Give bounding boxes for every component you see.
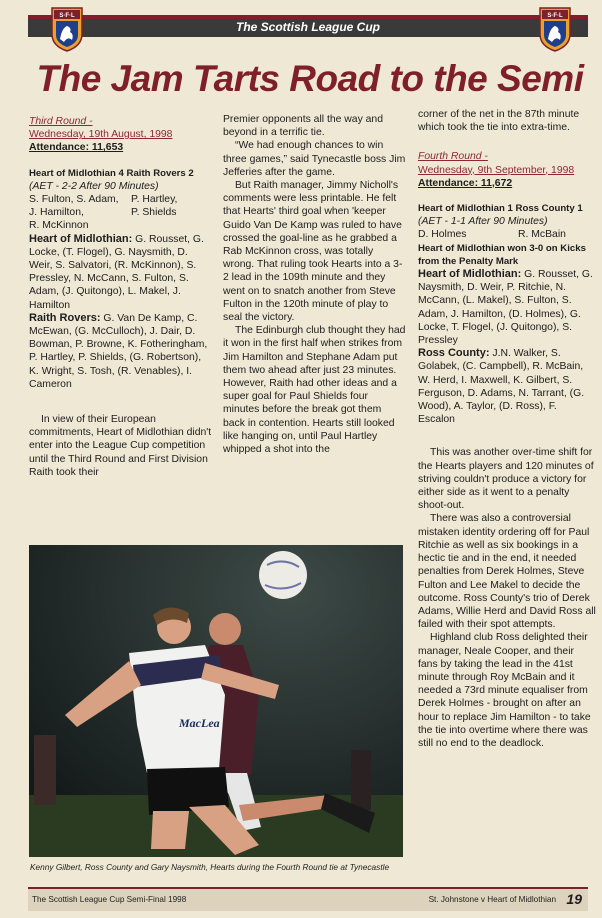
penalty-note: Heart of Midlothian won 3-0 on Kicks from the Penalty Mark [418,242,586,267]
team-players: J.N. Walker, S. Golabek, (C. Campbell), R. McBain, W. Herd, I. Maxwell, K. Gilbert, S. Ferguson, D. Adams, N. Tarrant, (G. Wood), A. Taylor, (D. Ross), F. Escalon [418,348,585,426]
column-three [418,108,596,750]
crest-label: S·F·L [59,13,75,19]
top-band-stripe [28,15,588,19]
article-paragraph: Premier opponents all the way and beyond in a terrific tie. [223,114,383,139]
team-players: G. Van De Kamp, C. McEwan, (G. McCulloch), J. Dair, D. Bowman, P. Browne, K. Fotheringham, P. Hartley, P. Shields, (G. Robertson), K. Wright, S. Tosh, (R. Venables), I. Cameron [29,312,208,390]
attendance: Attendance: 11,672 [418,177,513,189]
article-paragraph: There was also a controversial mistaken identity ordering off for Paul Ritchie as well as six bookings in a hectic tie and in the end, it needed penalties from Derek Holmes, Steve Fulton and Lee Makel to decide the outcome. Ross County's trio of Derek Adams, Willie Herd and David Ross all failed with their spot attempts. [418,513,596,631]
scorer-away: R. McBain [518,229,566,241]
match-result: Heart of Midlothian 4 Raith Rovers 2 [29,167,194,179]
hearts-lineup [29,233,212,312]
article-paragraph: corner of the net in the 87th minute which took the tie into extra-time. [418,109,580,134]
scorer-home: S. Fulton, S. Adam, [29,194,119,206]
article-paragraph: The Edinburgh club thought they had it won in the first half when strikes from Jim Hamilton and Stephane Adam put them two ahead after just 23 minutes. However, Raith had other ideas and a super goal for Paul Shields four minutes before the break got them back in contention. Hearts still looked like hanging on, until Paul Hartley whipped a shot into the [223,325,406,456]
match-date: Wednesday, 9th September, 1998 [418,164,575,176]
page-footer [28,887,588,911]
scorers-row [29,206,212,219]
match-result: Heart of Midlothian 1 Ross County 1 [418,203,583,215]
team-label: Raith Rovers: [29,311,101,324]
match-photo [29,545,403,857]
team-label: Heart of Midlothian: [29,232,133,245]
scorer-away: P. Shields [131,207,177,219]
round-label: Fourth Round - [418,151,488,163]
page-headline: The Jam Tarts Road to the Semi [36,58,584,99]
scorer-home: J. Hamilton, [29,207,84,219]
hearts-lineup [418,268,596,347]
match-date: Wednesday, 19th August, 1998 [29,129,173,141]
team-players: G. Rousset, G. Locke, (T. Flogel), G. Naysmith, D. Weir, S. Salvatori, (R. McKinnon), S. Pressley, N. McCann, S. Fulton, S. Adam, (J. Quitongo), L. Makel, J. Hamilton [29,233,204,311]
article-paragraph: In view of their European commitments, Heart of Midlothian didn't enter into the League Cup competition until the Third Round and First Division Raith took their [29,414,212,478]
photo-caption: Kenny Gilbert, Ross County and Gary Naysmith, Hearts during the Fourth Round tie at Tynecastle [30,862,390,872]
article-paragraph: But Raith manager, Jimmy Nicholl's comments were less printable. He felt that Hearts' third goal when 'keeper Guido Van De Kamp was ruled to have crossed the goal-line as he grabbed a Rab McKinnon cross, was totally wrong. That ruling took Hearts into a 3-2 lead in the 109th minute and they went on to snatch another from Steve Fulton in the 120th minute of play to seal the victory. [223,180,403,324]
team-label: Heart of Midlothian: [418,268,522,281]
aet-note: (AET - 2-2 After 90 Minutes) [29,180,159,192]
shirt-sponsor-text: MacLea [179,716,220,730]
band-title: The Scottish League Cup [235,20,380,34]
scorer-home: R. McKinnon [29,220,89,232]
article-paragraph: Highland club Ross delighted their manager, Neale Cooper, and their fans by taking the lead in the 41st minute through Roy McBain and it needed a 73rd minute equaliser from Derek Holmes - brought on after an hour to replace Jim Hamilton - to take the tie into overtime where there was still no end to the deadlock. [418,632,591,749]
scorer-away: P. Hartley, [131,194,178,206]
page-number: 19 [566,891,582,907]
footer-fixture: St. Johnstone v Heart of Midlothian [428,895,556,904]
team-players: G. Rousset, G. Naysmith, D. Weir, P. Ritchie, N. McCann, (L. Makel), S. Fulton, S. Adam, J. Hamilton, (D. Holmes), G. Locke, T. Flogel, (J. Quitongo), S. Pressley [418,269,593,347]
sfl-crest-right-icon [538,6,572,52]
footer-publication: The Scottish League Cup Semi-Final 1998 [32,895,187,904]
attendance: Attendance: 11,653 [29,142,124,154]
top-band [28,15,588,37]
team-label: Ross County: [418,347,490,360]
sfl-crest-left-icon [50,6,84,52]
round-label: Third Round - [29,116,93,127]
raith-lineup [29,312,212,391]
column-two [223,113,406,456]
scorers-row [418,228,596,241]
football-action-image [29,545,403,857]
column-one [29,115,212,479]
crest-label: S·F·L [547,13,563,19]
article-paragraph: This was another over-time shift for the Hearts players and 120 minutes of striving couldn't produce a victory for either side as it went to a penalty shoot-out. [418,447,594,512]
article-paragraph: “We had enough chances to win three games,” said Tynecastle boss Jim Jefferies after the game. [223,140,406,178]
scorers-row [29,193,212,206]
ross-lineup [418,347,596,426]
aet-note: (AET - 1-1 After 90 Minutes) [418,216,548,228]
scorer-home: D. Holmes [418,229,467,241]
scorers-row [29,219,212,232]
